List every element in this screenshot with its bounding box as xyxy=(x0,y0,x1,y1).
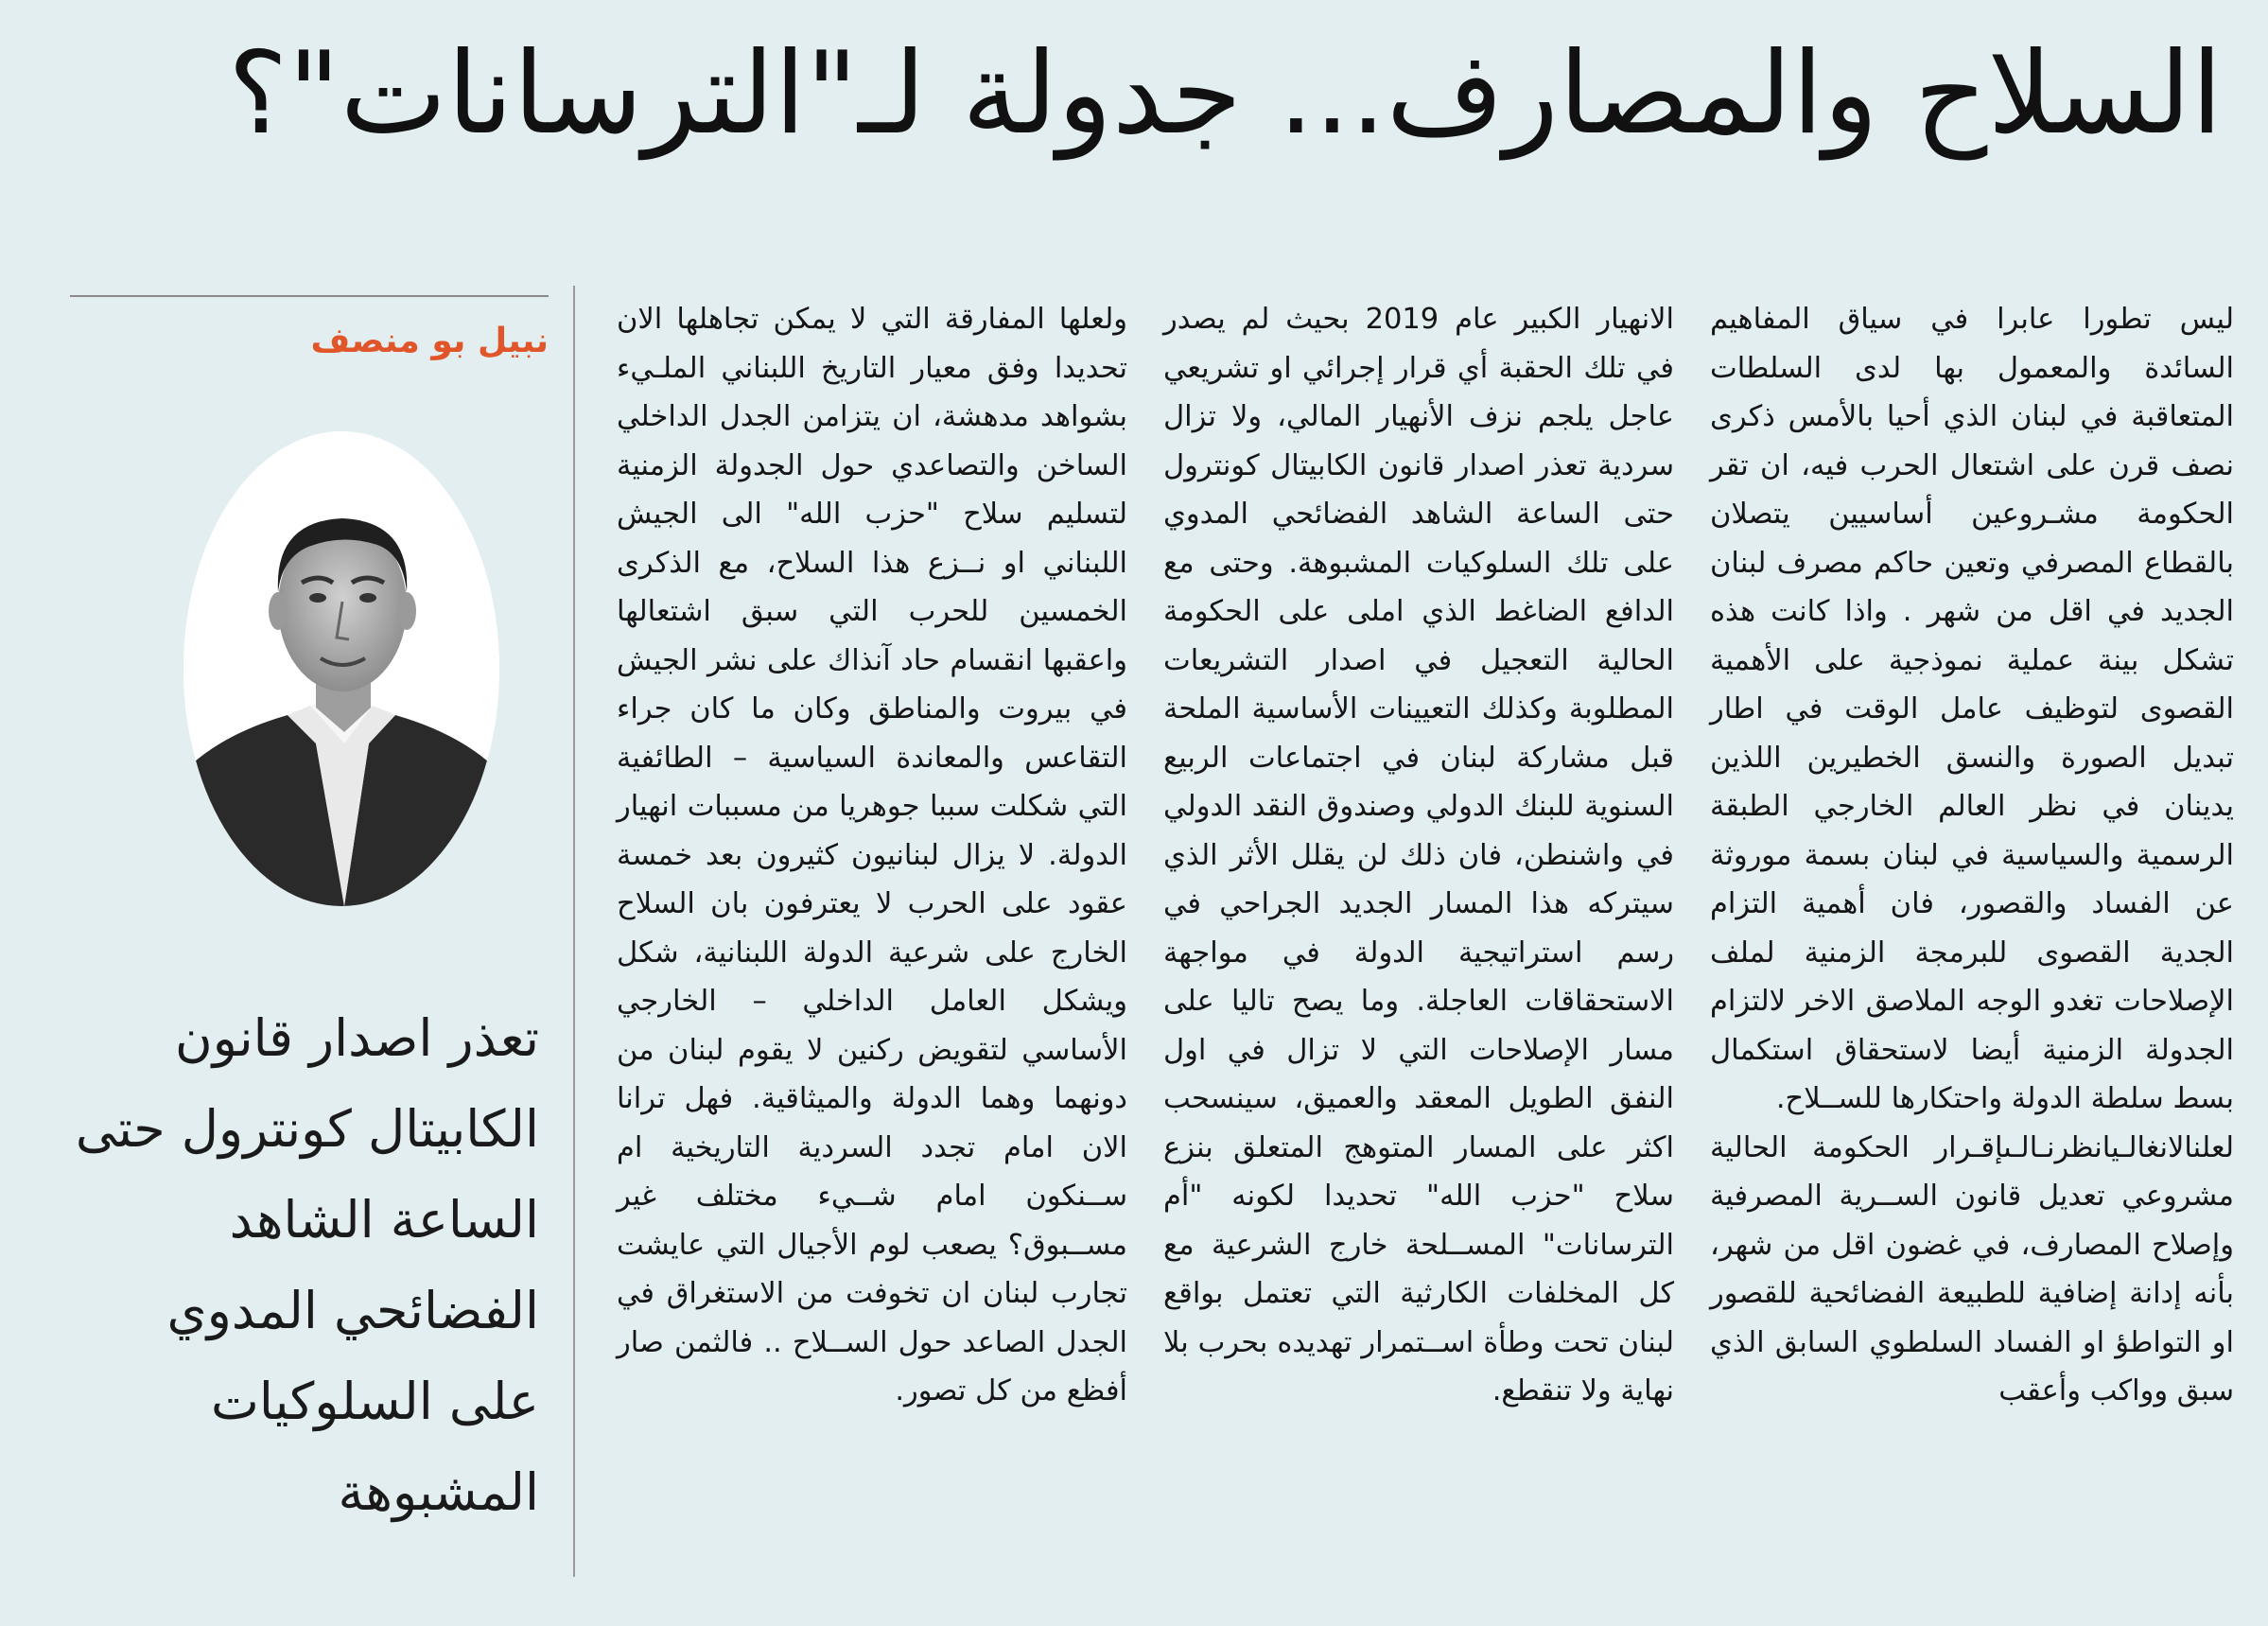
article-column-1 xyxy=(1710,295,2234,1416)
article-headline: السلاح والمصارف... جدولة لـ"الترسانات"؟ xyxy=(227,28,2223,160)
portrait-illustration xyxy=(183,431,499,906)
author-byline: نبيل بو منصف xyxy=(310,322,549,360)
column-2-paragraph-1: الانهيار الكبير عام 2019 بحيث لم يصدر في تلك الحقبة أي قرار إجرائي او تشريعي عاجل يلجم نزف الأنهيار المالي، ولا تزال سردية تعذر اصدار قانون الكابيتال كونترول حتى الساعة الشاهد الفضائحي المدوي على تلك السلوكيات المشبوهة. وحتى مع الدافع الضاغط الذي املى على الحكومة الحالية التعجيل في اصدار التشريعات المطلوبة وكذلك التعيينات الأساسية الملحة قبل مشاركة لبنان في اجتماعات الربيع السنوية للبنك الدولي وصندوق النقد الدولي في واشنطن، فان ذلك لن يقلل الأثر الذي سيتركه هذا المسار الجديد الجراحي في رسم استراتيجية الدولة في مواجهة الاستحقاقات العاجلة. وما يصح تاليا على مسار الإصلاحات التي لا تزال في اول النفق الطويل المعقد والعميق، سينسحب اكثر على المسار المتوهج المتعلق بنزع سلاح "حزب الله" تحديدا لكونه "أم الترسانات" المســلحة خارج الشرعية مع كل المخلفات الكارثية التي تعتمل بواقع لبنان تحت وطأة اســتمرار تهديده بحرب بلا نهاية ولا تنقطع. xyxy=(1163,303,1675,1407)
article-column-2 xyxy=(1163,295,1674,1416)
column-1-paragraph-2: لعلنالانغالـيانظرنـالـىإقـرار الحكومة الحالية مشروعي تعديل قانون الســرية المصرفية وإصلاح المصارف، في غضون اقل من شهر، بأنه إدانة إضافية للطبيعة الفضائحية للقصور او التواطؤ او الفساد السلطوي السابق الذي سبق وواكب وأعقب xyxy=(1710,1130,2234,1407)
column-divider xyxy=(573,286,575,1577)
column-1-paragraph-1: ليس تطورا عابرا في سياق المفاهيم السائدة والمعمول بها لدى السلطات المتعاقبة في لبنان الذي أحيا بالأمس ذكرى نصف قرن على اشتعال الحرب فيه، ان تقر الحكومة مشـروعين أساسيين يتصلان بالقطاع المصرفي وتعين حاكم مصرف لبنان الجديد في اقل من شهر . واذا كانت هذه تشكل بينة عملية نموذجية على الأهمية القصوى لتوظيف عامل الوقت في اطار تبديل الصورة والنسق الخطيرين اللذين يدينان في نظر العالم الخارجي الطبقة الرسمية والسياسية في لبنان بسمة موروثة عن الفساد والقصور، فان أهمية التزام الجدية القصوى للبرمجة الزمنية لملف الإصلاحات تغدو الوجه الملاصق الاخر لالتزام الجدولة الزمنية أيضا لاستحقاق استكمال بسط سلطة الدولة واحتكارها للســلاح. xyxy=(1710,303,2234,1115)
byline-rule xyxy=(70,295,549,297)
pull-quote: تعذر اصدار قانون الكابيتال كونترول حتى الساعة الشاهد الفضائحي المدوي على السلوكيات المشبوهة xyxy=(75,1008,539,1522)
article-column-3 xyxy=(617,295,1127,1416)
author-portrait xyxy=(183,431,499,906)
column-3-paragraph-1: ولعلها المفارقة التي لا يمكن تجاهلها الان تحديدا وفق معيار التاريخ اللبناني الملـيء بشواهد مدهشة، ان يتزامن الجدل الداخلي الساخن والتصاعدي حول الجدولة الزمنية لتسليم سلاح "حزب الله" الى الجيش اللبناني او نــزع هذا السلاح، مع الذكرى الخمسين للحرب التي سبق اشتعالها واعقبها انقسام حاد آنذاك على نشر الجيش في بيروت والمناطق وكان ما كان جراء التقاعس والمعاندة السياسية – الطائفية التي شكلت سببا جوهريا من مسببات انهيار الدولة. لا يزال لبنانيون كثيرون بعد خمسة عقود على الحرب لا يعترفون بان السلاح الخارج على شرعية الدولة اللبنانية، شكل ويشكل العامل الداخلي – الخارجي الأساسي لتقويض ركنين لا يقوم لبنان من دونهما وهما الدولة والميثاقية. فهل ترانا الان امام تجدد السردية التاريخية ام ســنكون امام شــيء مختلف غير مســبوق؟ يصعب لوم الأجيال التي عايشت تجارب لبنان ان تخوفت من الاستغراق في الجدل الصاعد حول الســلاح .. فالثمن صار أفظع من كل تصور. xyxy=(617,303,1127,1407)
